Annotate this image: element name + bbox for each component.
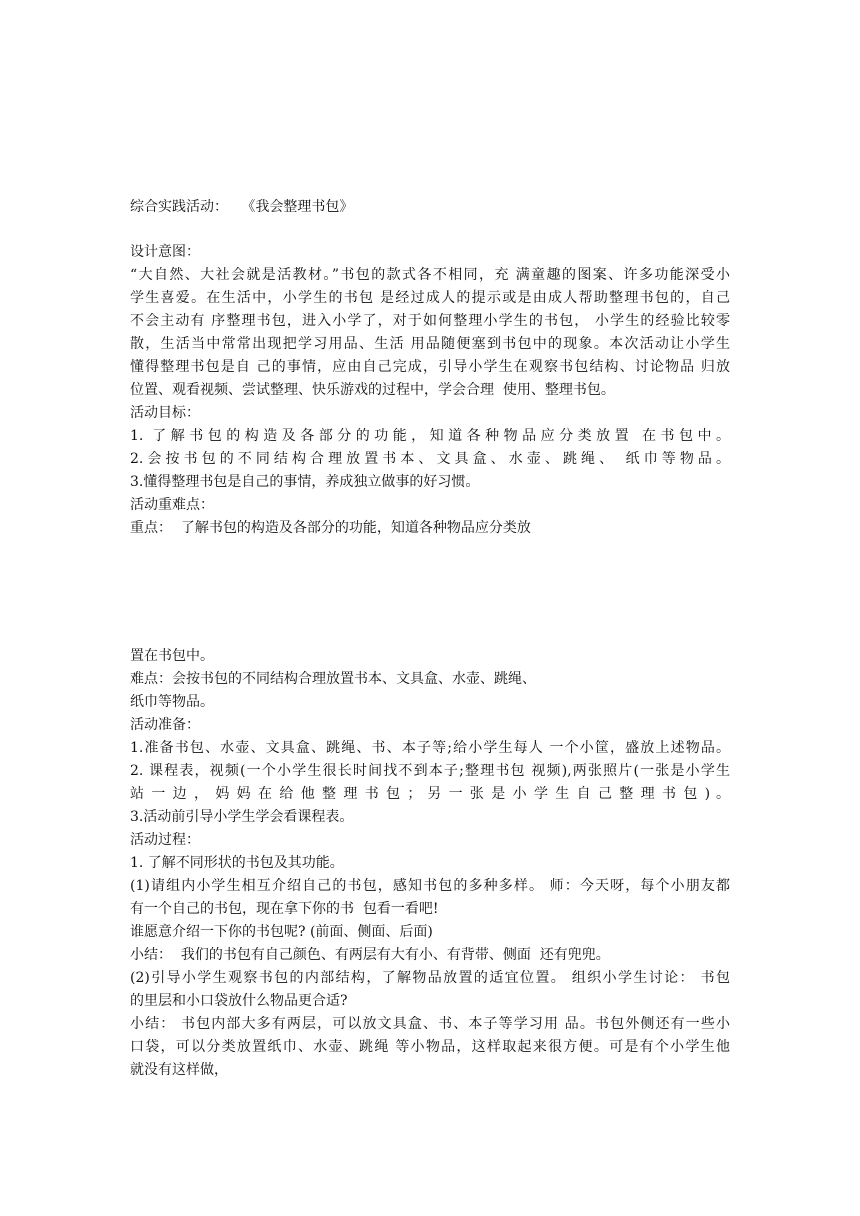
body-line: 纸巾等物品。	[130, 694, 214, 710]
body-line: 就没有这样做，	[130, 1062, 228, 1078]
body-line: 2. 课程表，视频(一个小学生很长时间找不到本子;整理书包 视频),两张照片(一张是小学生	[130, 763, 730, 779]
body-line: 置在书包中。	[130, 648, 214, 664]
body-line: (2)引导小学生观察书包的内部结构，了解物品放置的适宜位置。 组织小学生讨论： 书包	[130, 970, 730, 986]
design-line: 不会主动有 序整理书包，进入小学了，对于如何整理小学生的书包， 小学生的经验比较零	[130, 313, 730, 329]
body-line: 小结： 书包内部大多有两层，可以放文具盒、书、本子等学习用 品。书包外侧还有一些小	[130, 1016, 730, 1032]
body-line: 活动准备：	[130, 717, 200, 733]
document-title-line	[130, 196, 730, 219]
body-line: 有一个自己的书包，现在拿下你的书 包看一看吧!	[130, 901, 439, 917]
page-two-section	[130, 645, 730, 1082]
body-line: 的里层和小口袋放什么物品更合适?	[130, 993, 348, 1009]
goal-item: 1. 了解书包的构造及各部分的功能，知道各种物品应分类放置 在书包中。	[130, 428, 730, 444]
keypoints-heading: 活动重难点：	[130, 497, 214, 513]
body-line: 难点：会按书包的不同结构合理放置书本、文具盒、水壶、跳绳、	[130, 671, 536, 687]
design-line: 位置、观看视频、尝试整理、快乐游戏的过程中，学会合理 使用、整理书包。	[130, 382, 615, 398]
body-line: 口袋，可以分类放置纸巾、水壶、跳绳 等小物品，这样取起来很方便。可是有个小学生他	[130, 1039, 730, 1055]
goal-item: 2.会按书包的不同结构合理放置书本、文具盒、水壶、跳绳、 纸巾等物品。	[130, 451, 730, 467]
design-line: 散，生活当中常常出现把学习用品、生活 用品随便塞到书包中的现象。本次活动让小学生	[130, 336, 730, 352]
body-line: 小结： 我们的书包有自己颜色、有两层有大有小、有背带、侧面 还有兜兜。	[130, 947, 610, 963]
body-line: 活动过程：	[130, 832, 200, 848]
body-line: 1.准备书包、水壶、文具盒、跳绳、书、本子等;给小学生每人 一个小筐，盛放上述物品。	[130, 740, 730, 756]
focus-line: 重点： 了解书包的构造及各部分的功能，知道各种物品应分类放	[130, 520, 531, 536]
goals-heading: 活动目标：	[130, 405, 200, 421]
design-line: “大自然、大社会就是活教材。”书包的款式各不相同，充 满童趣的图案、许多功能深受小	[130, 267, 730, 283]
goal-item: 3.懂得整理书包是自己的事情，养成独立做事的好习惯。	[130, 474, 480, 490]
body-line: (1)请组内小学生相互介绍自己的书包，感知书包的多种多样。 师：今天呀，每个小朋友都	[130, 878, 730, 894]
design-line: 学生喜爱。在生活中，小学生的书包 是经过成人的提示或是由成人帮助整理书包的，自己	[130, 290, 730, 306]
design-heading: 设计意图：	[130, 244, 200, 260]
design-line: 懂得整理书包是自 己的事情，应由自己完成，引导小学生在观察书包结构、讨论物品 归放	[130, 359, 730, 375]
body-line: 1. 了解不同形状的书包及其功能。	[130, 855, 344, 871]
activity-title: 综合实践活动： 《我会整理书包》	[130, 199, 354, 215]
body-line: 3.活动前引导小学生学会看课程表。	[130, 809, 354, 825]
body-line: 谁愿意介绍一下你的书包呢? (前面、侧面、后面)	[130, 924, 433, 940]
body-line: 站 一 边 ， 妈 妈 在 给 他 整 理 书 包 ； 另 一 张 是 小 学 生 自 己 整 理 书 包 ) 。	[130, 786, 730, 802]
design-intent-section	[130, 241, 730, 540]
